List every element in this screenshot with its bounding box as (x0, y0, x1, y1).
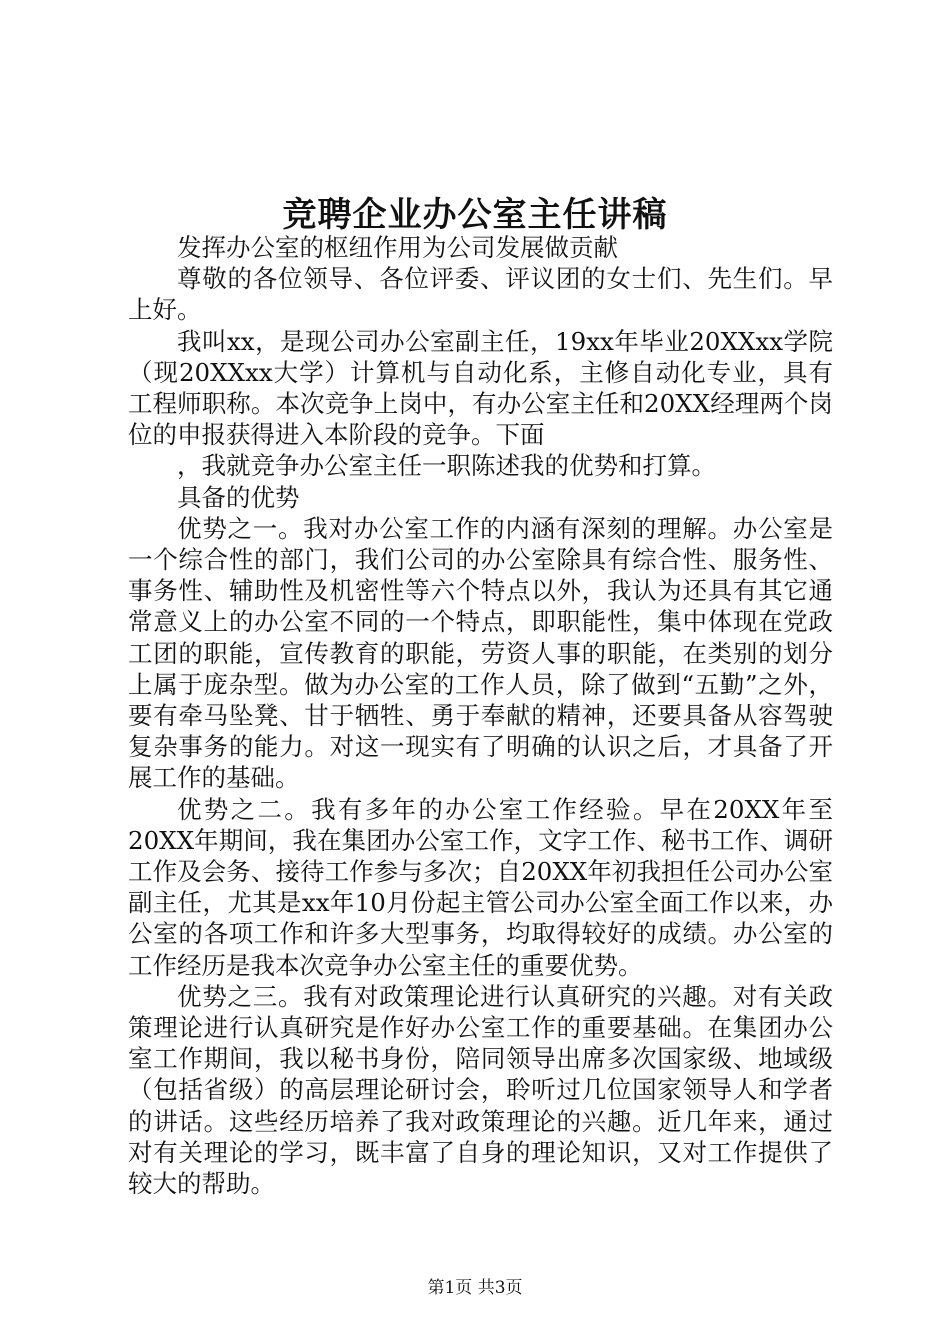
page-number-footer: 第1页 共3页 (427, 1278, 523, 1298)
intro-paragraph: 我叫xx，是现公司办公室副主任，19xx年毕业20XXxx学院（现20XXxx大学）计算机与自动化系，主修自动化专业，具有工程师职称。本次竞争上岗中，有办公室主任和20XX经理两个岗位的申报获得进入本阶段的竞争。下面 (128, 326, 833, 450)
subtitle-paragraph: 发挥办公室的枢纽作用为公司发展做贡献 (177, 233, 618, 262)
document-title: 竞聘企业办公室主任讲稿 (282, 195, 668, 235)
document-body (128, 232, 833, 1199)
section-heading: 具备的优势 (177, 482, 300, 512)
advantage-two-paragraph: 优势之二。我有多年的办公室工作经验。早在20XX年至20XX年期间，我在集团办公室工作，文字工作、秘书工作、调研工作及会务、接待工作参与多次；自20XX年初我担任公司办公室副主任，尤其是xx年10月份起主管公司办公室全面工作以来，办公室的各项工作和许多大型事务，均取得较好的成绩。办公室的工作经历是我本次竞争办公室主任的重要优势。 (128, 794, 833, 980)
advantage-one-paragraph: 优势之一。我对办公室工作的内涵有深刻的理解。办公室是一个综合性的部门，我们公司的办公室除具有综合性、服务性、事务性、辅助性及机密性等六个特点以外，我认为还具有其它通常意义上的办公室不同的一个特点，即职能性，集中体现在党政工团的职能，宣传教育的职能，劳资人事的职能，在类别的划分上属于庞杂型。做为办公室的工作人员，除了做到“五勤”之外，要有牵马坠凳、甘于牺牲、勇于奉献的精神，还要具备从容驾驶复杂事务的能力。对这一现实有了明确的认识之后，才具备了开展工作的基础。 (128, 513, 833, 793)
intro-continuation-paragraph: ，我就竞争办公室主任一职陈述我的优势和打算。 (177, 451, 716, 481)
advantage-three-paragraph: 优势之三。我有对政策理论进行认真研究的兴趣。对有关政策理论进行认真研究是作好办公室工作的重要基础。在集团办公室工作期间，我以秘书身份，陪同领导出席多次国家级、地域级（包括省级）的高层理论研讨会，聆听过几位国家领导人和学者的讲话。这些经历培养了我对政策理论的兴趣。近几年来，通过对有关理论的学习，既丰富了自身的理论知识，又对工作提供了较大的帮助。 (128, 981, 833, 1199)
greeting-paragraph: 尊敬的各位领导、各位评委、评议团的女士们、先生们。早上好。 (128, 264, 833, 325)
